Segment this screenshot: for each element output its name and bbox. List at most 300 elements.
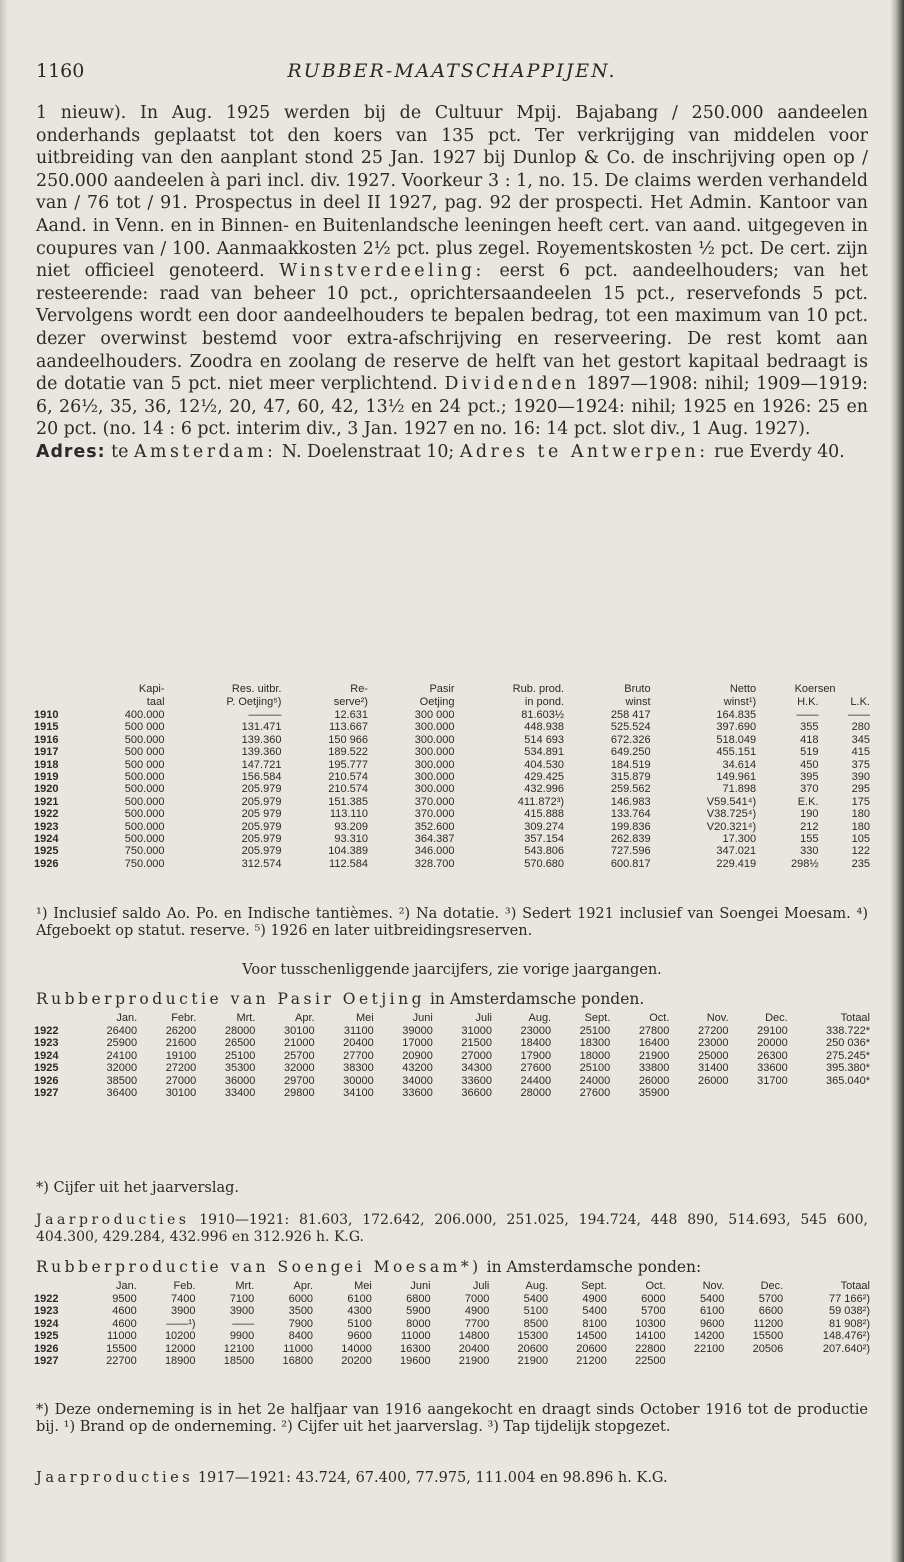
table-cell: 19600 bbox=[400, 1355, 431, 1368]
table-cell: 34300 bbox=[461, 1062, 492, 1075]
winstverdeeling-label: Winstverdeeling: bbox=[279, 261, 485, 282]
table-cell: 432.996 bbox=[524, 783, 565, 796]
table-cell: 15300 bbox=[517, 1330, 549, 1343]
table-cell: 28000 bbox=[520, 1087, 552, 1100]
pasir-title-spaced: Rubberproductie van Pasir Oetjing bbox=[36, 990, 426, 1008]
table-cell: 25700 bbox=[283, 1049, 315, 1062]
table-cell: E.K. bbox=[797, 795, 819, 808]
table-cell: 347.021 bbox=[716, 845, 757, 858]
table-cell: 309.274 bbox=[524, 820, 565, 833]
table-cell: 22700 bbox=[106, 1355, 137, 1368]
table-cell: 365.040* bbox=[825, 1074, 870, 1087]
table-cell: 18000 bbox=[579, 1049, 611, 1062]
table-cell: 31400 bbox=[697, 1062, 729, 1075]
table-cell: 189.522 bbox=[328, 746, 368, 759]
year-cell: 1917 bbox=[34, 746, 59, 759]
page-number: 1160 bbox=[36, 60, 85, 82]
year-cell: 1924 bbox=[34, 1317, 59, 1330]
table-cell: 21900 bbox=[458, 1355, 490, 1368]
table-cell: 10200 bbox=[164, 1330, 196, 1343]
year-cell: 1919 bbox=[34, 771, 59, 784]
col-header: Dec. bbox=[765, 1012, 788, 1024]
table-cell: 18900 bbox=[164, 1355, 196, 1368]
table-cell: 672.326 bbox=[610, 733, 651, 746]
table-cell: 36000 bbox=[224, 1074, 256, 1087]
col-header: winst¹) bbox=[723, 696, 757, 708]
table-cell: 570.680 bbox=[524, 857, 565, 870]
table-cell: 190 bbox=[800, 808, 819, 821]
table-cell: 27000 bbox=[461, 1049, 492, 1062]
table-cell: 9500 bbox=[112, 1293, 137, 1305]
table-cell: 26500 bbox=[224, 1037, 256, 1050]
table-cell: 31100 bbox=[343, 1025, 374, 1037]
col-header: Nov. bbox=[702, 1280, 725, 1292]
soengei-footnote: *) Deze onderneming is in het 2e halfjaar van 1916 aangekocht en draagt sinds October 1916 tot de productie bij. ¹) Brand op de onderneming. ²) Cijfer uit het jaarverslag. ³) Tap tijdelijk stopgezet. bbox=[36, 1402, 868, 1435]
table-cell: 148.476²) bbox=[822, 1330, 870, 1343]
col-header: Mrt. bbox=[235, 1280, 255, 1292]
running-head: RUBBER-MAATSCHAPPIJEN. bbox=[287, 60, 617, 82]
col-header: L.K. bbox=[850, 696, 870, 708]
paragraph-part-2: eerst 6 pct. aandeelhouders; van het resteerende: raad van beheer 10 pct., oprichtersaandeelen 15 pct., reservefonds 5 pct. Vervolgens wordt een door aandeelhouders te bepalen bedrag, tot een maximum van 10 pct. dezer overwinst bestemd voor extra-afschrijving en reserveering. De rest komt aan aandeelhouders. Zoodra en zoolang de reserve de helft van het gestort kapitaal bedraagt is de dotatie van 5 pct. niet meer verplichtend. bbox=[36, 261, 869, 395]
table-cell: 26000 bbox=[697, 1074, 729, 1087]
table-cell: 300.000 bbox=[414, 783, 455, 796]
table-cell: 5900 bbox=[406, 1305, 431, 1318]
table-cell: 17900 bbox=[520, 1049, 552, 1062]
table-cell: 31700 bbox=[757, 1074, 788, 1087]
table-cell: 29800 bbox=[283, 1087, 315, 1100]
table-cell: 25100 bbox=[579, 1025, 611, 1037]
year-cell: 1925 bbox=[34, 1062, 59, 1075]
table-cell: 16400 bbox=[638, 1037, 670, 1050]
table-cell: 235 bbox=[851, 857, 870, 870]
pasir-row bbox=[32, 1037, 872, 1049]
table-cell: 12100 bbox=[223, 1342, 255, 1355]
footnotes-financial: ¹) Inclusief saldo Ao. Po. en Indische tantièmes. ²) Na dotatie. ³) Sedert 1921 inclusief van Soengei Moesam. ⁴) Afgeboekt op statut. reserve. ⁵) 1926 en later uitbreidingsreserven. bbox=[36, 906, 868, 939]
table-cell: 139.360 bbox=[241, 746, 282, 759]
table-cell: 18500 bbox=[223, 1355, 255, 1368]
table-cell: 20400 bbox=[343, 1037, 374, 1050]
col-header: in pond. bbox=[524, 696, 565, 708]
table-cell: 300.000 bbox=[414, 771, 455, 784]
jaarproducties-label: Jaarproducties bbox=[36, 1470, 194, 1486]
col-header: P. Oetjing⁵) bbox=[226, 696, 282, 708]
table-cell: 16300 bbox=[400, 1342, 431, 1355]
table-cell: 7900 bbox=[288, 1317, 314, 1330]
table-cell: 500.000 bbox=[124, 733, 165, 746]
table-cell: 404.530 bbox=[524, 758, 565, 771]
financial-row bbox=[32, 771, 872, 783]
table-cell: 543.806 bbox=[524, 845, 565, 858]
table-cell: 727.596 bbox=[610, 845, 651, 858]
soengei-row bbox=[32, 1293, 872, 1305]
table-cell: 33600 bbox=[461, 1074, 492, 1087]
table-cell: 14200 bbox=[693, 1330, 725, 1343]
table-cell: 229.419 bbox=[716, 857, 757, 870]
table-cell: 33600 bbox=[757, 1062, 788, 1075]
year-cell: 1926 bbox=[34, 857, 59, 870]
col-header: Jan. bbox=[115, 1280, 137, 1292]
year-cell: 1923 bbox=[34, 1037, 59, 1050]
table-cell: 81 908²) bbox=[829, 1317, 870, 1330]
table-cell: ——¹) bbox=[166, 1317, 196, 1330]
col-header: winst bbox=[625, 696, 651, 708]
table-cell: —— bbox=[848, 709, 870, 721]
table-cell: 205.979 bbox=[241, 783, 282, 796]
table-cell: 397.690 bbox=[716, 721, 757, 734]
pasir-row bbox=[32, 1087, 872, 1099]
table-cell: 364.387 bbox=[414, 833, 455, 846]
table-cell: 262.839 bbox=[610, 833, 651, 846]
year-cell: 1921 bbox=[34, 795, 59, 808]
table-cell: 500.000 bbox=[124, 808, 165, 821]
financial-row bbox=[32, 845, 872, 857]
col-header: Aug. bbox=[525, 1280, 549, 1292]
table-cell: 300.000 bbox=[414, 721, 455, 734]
table-cell: 112.584 bbox=[329, 857, 368, 870]
table-cell: 328.700 bbox=[414, 857, 455, 870]
table-cell: 24400 bbox=[520, 1074, 552, 1087]
table-cell: 24100 bbox=[106, 1049, 138, 1062]
table-cell: 12000 bbox=[164, 1342, 196, 1355]
table-cell: 21500 bbox=[461, 1037, 492, 1050]
table-cell: 149.961 bbox=[716, 771, 757, 784]
table-cell: 14800 bbox=[458, 1330, 490, 1343]
table-cell: 27800 bbox=[638, 1025, 670, 1037]
soengei-row bbox=[32, 1355, 872, 1367]
col-header: Totaal bbox=[840, 1280, 870, 1292]
table-cell bbox=[726, 1355, 785, 1367]
year-cell: 1925 bbox=[34, 845, 59, 858]
table-cell: 295 bbox=[851, 783, 870, 796]
soengei-row bbox=[32, 1330, 872, 1342]
table-cell: 7000 bbox=[464, 1293, 490, 1305]
table-cell: 14500 bbox=[576, 1330, 607, 1343]
year-cell: 1916 bbox=[34, 733, 59, 746]
table-cell: 258 417 bbox=[610, 709, 651, 721]
table-cell: 34.614 bbox=[722, 758, 757, 771]
adres-antwerpen-label: Adres te Antwerpen: bbox=[459, 441, 709, 462]
col-header: H.K. bbox=[797, 696, 819, 708]
table-cell bbox=[790, 1087, 872, 1099]
table-cell: 22100 bbox=[693, 1342, 725, 1355]
col-header: Mei bbox=[354, 1280, 372, 1292]
year-cell: 1924 bbox=[34, 833, 59, 846]
jaarproducties-soengei bbox=[36, 1470, 868, 1487]
table-cell: 20600 bbox=[517, 1342, 549, 1355]
table-cell: 11000 bbox=[283, 1342, 314, 1355]
pasir-table-body bbox=[32, 1025, 872, 1099]
table-cell: 29700 bbox=[283, 1074, 315, 1087]
col-header: Pasir bbox=[429, 683, 455, 695]
table-cell: 30000 bbox=[343, 1074, 374, 1087]
table-cell: 514 693 bbox=[524, 733, 565, 746]
table-cell: 11200 bbox=[753, 1317, 784, 1330]
table-cell: 104.389 bbox=[328, 845, 368, 858]
table-cell: 8000 bbox=[406, 1317, 431, 1330]
col-header: Apr. bbox=[294, 1012, 315, 1024]
table-cell: 71.898 bbox=[722, 783, 757, 796]
table-cell: 113.110 bbox=[329, 808, 368, 821]
col-header: Juni bbox=[410, 1280, 431, 1292]
col-header: Netto bbox=[729, 683, 757, 695]
col-header: Nov. bbox=[706, 1012, 729, 1024]
table-cell: 750.000 bbox=[124, 857, 165, 870]
table-cell: 415.888 bbox=[524, 808, 565, 821]
table-cell: 26000 bbox=[638, 1074, 670, 1087]
table-cell: 20000 bbox=[757, 1037, 788, 1050]
table-cell: 33600 bbox=[402, 1087, 433, 1100]
pasir-row bbox=[32, 1062, 872, 1074]
page-right-edge-shadow bbox=[890, 0, 904, 1562]
table-cell: 500.000 bbox=[124, 771, 165, 784]
table-cell: 21900 bbox=[638, 1049, 670, 1062]
financial-row bbox=[32, 783, 872, 795]
table-cell: 10300 bbox=[635, 1317, 666, 1330]
table-cell bbox=[671, 1087, 730, 1099]
table-cell: 9600 bbox=[347, 1330, 372, 1343]
table-cell: 24000 bbox=[579, 1074, 611, 1087]
table-cell: 17000 bbox=[402, 1037, 433, 1050]
year-cell: 1922 bbox=[34, 1293, 59, 1305]
table-cell: 20900 bbox=[402, 1049, 433, 1062]
table-cell: 518.049 bbox=[716, 733, 757, 746]
table-cell: 390 bbox=[851, 771, 870, 784]
table-cell: 11000 bbox=[400, 1330, 431, 1343]
table-cell: 8400 bbox=[288, 1330, 314, 1343]
table-cell: —— bbox=[796, 709, 819, 721]
table-cell: 312.574 bbox=[241, 857, 282, 870]
table-cell: 131.471 bbox=[241, 721, 282, 734]
col-header: Kapi- bbox=[138, 683, 165, 695]
table-cell: 525.524 bbox=[610, 721, 651, 734]
table-cell: 15500 bbox=[106, 1342, 137, 1355]
table-cell: 3900 bbox=[229, 1305, 255, 1318]
year-cell: 1926 bbox=[34, 1342, 59, 1355]
table-cell: V38.725⁴) bbox=[706, 808, 757, 821]
table-cell: 8500 bbox=[523, 1317, 549, 1330]
pasir-row bbox=[32, 1075, 872, 1087]
col-header bbox=[32, 1280, 80, 1293]
table-cell: 534.891 bbox=[524, 746, 565, 759]
table-cell: 500.000 bbox=[124, 795, 165, 808]
table-cell: 180 bbox=[851, 820, 870, 833]
pasir-title-rest: in Amsterdamsche ponden. bbox=[429, 990, 645, 1008]
col-header: Febr. bbox=[171, 1012, 197, 1024]
table-cell: 3900 bbox=[171, 1305, 196, 1318]
year-cell: 1926 bbox=[34, 1074, 59, 1087]
table-cell: 155 bbox=[800, 833, 819, 846]
col-header: Jan. bbox=[116, 1012, 138, 1024]
table-cell: 4600 bbox=[112, 1317, 137, 1330]
table-cell: 750.000 bbox=[124, 845, 165, 858]
financial-row bbox=[32, 821, 872, 833]
table-cell: 27700 bbox=[343, 1049, 374, 1062]
table-cell: 5700 bbox=[758, 1293, 784, 1305]
col-header: Aug. bbox=[528, 1012, 552, 1024]
table-cell: 9600 bbox=[699, 1317, 725, 1330]
table-cell: 77 166²) bbox=[829, 1293, 870, 1305]
table-cell: 5400 bbox=[582, 1305, 607, 1318]
table-cell: 259.562 bbox=[610, 783, 651, 796]
table-cell: 346.000 bbox=[414, 845, 455, 858]
financial-row bbox=[32, 709, 872, 721]
table-cell: 500.000 bbox=[124, 820, 165, 833]
table-cell: 14100 bbox=[635, 1330, 666, 1343]
table-cell: 4900 bbox=[464, 1305, 490, 1318]
table-cell: 32000 bbox=[283, 1062, 315, 1075]
jaarproducties-label: Jaarproducties bbox=[36, 1212, 190, 1228]
table-cell: 205.979 bbox=[241, 845, 282, 858]
table-cell: 370.000 bbox=[414, 795, 455, 808]
adres-amsterdam: N. Doelenstraat 10; bbox=[281, 441, 455, 462]
col-header: Rub. prod. bbox=[512, 683, 565, 695]
table-cell: 43200 bbox=[402, 1062, 433, 1075]
col-header: Juni bbox=[412, 1012, 433, 1024]
table-cell: 164.835 bbox=[716, 709, 757, 721]
col-header: Res. uitbr. bbox=[231, 683, 282, 695]
jaarproducties-text: 1917—1921: 43.724, 67.400, 77.975, 111.004 en 98.896 h. K.G. bbox=[197, 1470, 668, 1486]
financial-table bbox=[32, 683, 872, 870]
table-cell: 395.380* bbox=[825, 1062, 870, 1075]
col-header: Oct. bbox=[645, 1280, 666, 1292]
table-cell: 7700 bbox=[464, 1317, 490, 1330]
soengei-production-title bbox=[36, 1258, 868, 1276]
table-cell: 280 bbox=[851, 721, 870, 734]
col-header: Juli bbox=[472, 1280, 490, 1292]
table-cell: 4300 bbox=[347, 1305, 372, 1318]
table-cell: 180 bbox=[851, 808, 870, 821]
table-cell: 25100 bbox=[579, 1062, 611, 1075]
table-cell: 20400 bbox=[458, 1342, 490, 1355]
table-cell: 411.872³) bbox=[517, 795, 565, 808]
table-cell: 14000 bbox=[341, 1342, 372, 1355]
table-cell: 184.519 bbox=[610, 758, 651, 771]
table-cell: 212 bbox=[800, 820, 819, 833]
table-cell: 27000 bbox=[165, 1074, 197, 1087]
table-cell: 300 000 bbox=[414, 709, 455, 721]
col-header: Sept. bbox=[581, 1280, 607, 1292]
financial-row bbox=[32, 796, 872, 808]
table-cell: 4900 bbox=[582, 1293, 607, 1305]
table-cell: 93.209 bbox=[334, 820, 368, 833]
table-cell bbox=[668, 1355, 727, 1367]
col-header: Oct. bbox=[649, 1012, 670, 1024]
col-header: Sept. bbox=[584, 1012, 611, 1024]
pasir-row bbox=[32, 1025, 872, 1037]
table-cell: 35900 bbox=[638, 1087, 670, 1100]
table-cell: 250 036* bbox=[825, 1037, 870, 1050]
table-cell: 22800 bbox=[635, 1342, 666, 1355]
table-cell: 6100 bbox=[347, 1293, 372, 1305]
table-cell: 36400 bbox=[106, 1087, 138, 1100]
table-cell: 338.722* bbox=[825, 1025, 870, 1037]
pasir-production-table bbox=[32, 1012, 872, 1099]
jaarproducties-text: 1910—1921: 81.603, 172.642, 206.000, 251.025, 194.724, 448 890, 514.693, 545 600, 404.300, 429.284, 432.996 en 312.926 h. K.G. bbox=[36, 1212, 868, 1245]
table-cell: 38500 bbox=[106, 1074, 138, 1087]
soengei-row bbox=[32, 1343, 872, 1355]
pasir-row bbox=[32, 1050, 872, 1062]
table-cell: 18300 bbox=[579, 1037, 611, 1050]
table-cell: 7400 bbox=[171, 1293, 196, 1305]
year-cell: 1922 bbox=[34, 1025, 59, 1037]
table-cell: 205.979 bbox=[241, 820, 282, 833]
table-cell: 175 bbox=[851, 795, 870, 808]
table-cell: 21000 bbox=[283, 1037, 315, 1050]
col-header: Koersen bbox=[794, 683, 836, 695]
table-cell: 156.584 bbox=[241, 771, 282, 784]
table-cell: 20200 bbox=[341, 1355, 372, 1368]
soengei-table-body bbox=[32, 1293, 872, 1367]
table-cell: 195.777 bbox=[328, 758, 368, 771]
table-cell: 133.764 bbox=[610, 808, 651, 821]
table-cell: ——— bbox=[248, 709, 282, 721]
adres-amsterdam-pre: te bbox=[111, 441, 129, 462]
table-cell: 38300 bbox=[343, 1062, 374, 1075]
dividenden-label: Dividenden bbox=[444, 374, 580, 395]
table-cell: 32000 bbox=[106, 1062, 138, 1075]
table-cell: 17.300 bbox=[722, 833, 757, 846]
year-cell: 1927 bbox=[34, 1087, 59, 1100]
table-cell bbox=[785, 1355, 872, 1367]
table-cell: 16800 bbox=[282, 1355, 314, 1368]
pasir-footnote: *) Cijfer uit het jaarverslag. bbox=[36, 1180, 240, 1196]
table-cell: 21900 bbox=[517, 1355, 549, 1368]
table-cell: 35300 bbox=[224, 1062, 256, 1075]
col-header: Juli bbox=[475, 1012, 492, 1024]
table-cell: 27200 bbox=[165, 1062, 197, 1075]
jaarproducties-pasir bbox=[36, 1212, 868, 1246]
table-cell: 5700 bbox=[641, 1305, 666, 1318]
table-cell: 210.574 bbox=[328, 771, 368, 784]
financial-header-row-2 bbox=[32, 696, 872, 709]
table-cell: 300.000 bbox=[414, 733, 455, 746]
year-cell: 1925 bbox=[34, 1330, 59, 1343]
financial-row bbox=[32, 833, 872, 845]
table-cell: 300.000 bbox=[414, 746, 455, 759]
page-header bbox=[36, 60, 868, 90]
table-cell: 649.250 bbox=[610, 746, 651, 759]
year-cell: 1923 bbox=[34, 820, 59, 833]
col-header: Bruto bbox=[624, 683, 651, 695]
year-cell: 1915 bbox=[34, 721, 59, 734]
table-cell: 81.603½ bbox=[521, 709, 565, 721]
table-cell: 146.983 bbox=[610, 795, 651, 808]
table-cell: 370 bbox=[800, 783, 819, 796]
table-cell: 6800 bbox=[406, 1293, 431, 1305]
pasir-production-title bbox=[36, 990, 868, 1008]
table-cell: 34100 bbox=[343, 1087, 374, 1100]
col-header: Re- bbox=[350, 683, 368, 695]
table-cell: 500 000 bbox=[124, 746, 165, 759]
table-cell: 8100 bbox=[582, 1317, 607, 1330]
table-cell: 39000 bbox=[402, 1025, 433, 1037]
table-cell: —— bbox=[232, 1317, 255, 1330]
table-cell: 6600 bbox=[758, 1305, 784, 1318]
table-cell: 210.574 bbox=[328, 783, 368, 796]
year-cell: 1918 bbox=[34, 758, 59, 771]
paragraph-part-3: 1897—1908: nihil; 1909—1919: 6, 26½, 35, 36, 12½, 20, 47, 60, 42, 13½ en 24 pct.; 1920—1924: nihil; 1925 en 1926: 25 en 20 pct. (no. 14 : 6 pct. interim div., 3 Jan. 1927 en no. 16: 14 pct. slot div., 1 Aug. 1927). bbox=[36, 374, 868, 440]
table-cell: 151.385 bbox=[328, 795, 368, 808]
table-cell: 500 000 bbox=[124, 721, 165, 734]
page-left-edge bbox=[0, 0, 8, 1562]
table-cell: 395 bbox=[800, 771, 819, 784]
table-cell: 7100 bbox=[229, 1293, 255, 1305]
year-cell: 1923 bbox=[34, 1305, 59, 1318]
table-cell: 500.000 bbox=[124, 783, 165, 796]
year-cell: 1910 bbox=[34, 709, 59, 721]
table-cell: 22500 bbox=[635, 1355, 666, 1368]
col-header: taal bbox=[146, 696, 165, 708]
